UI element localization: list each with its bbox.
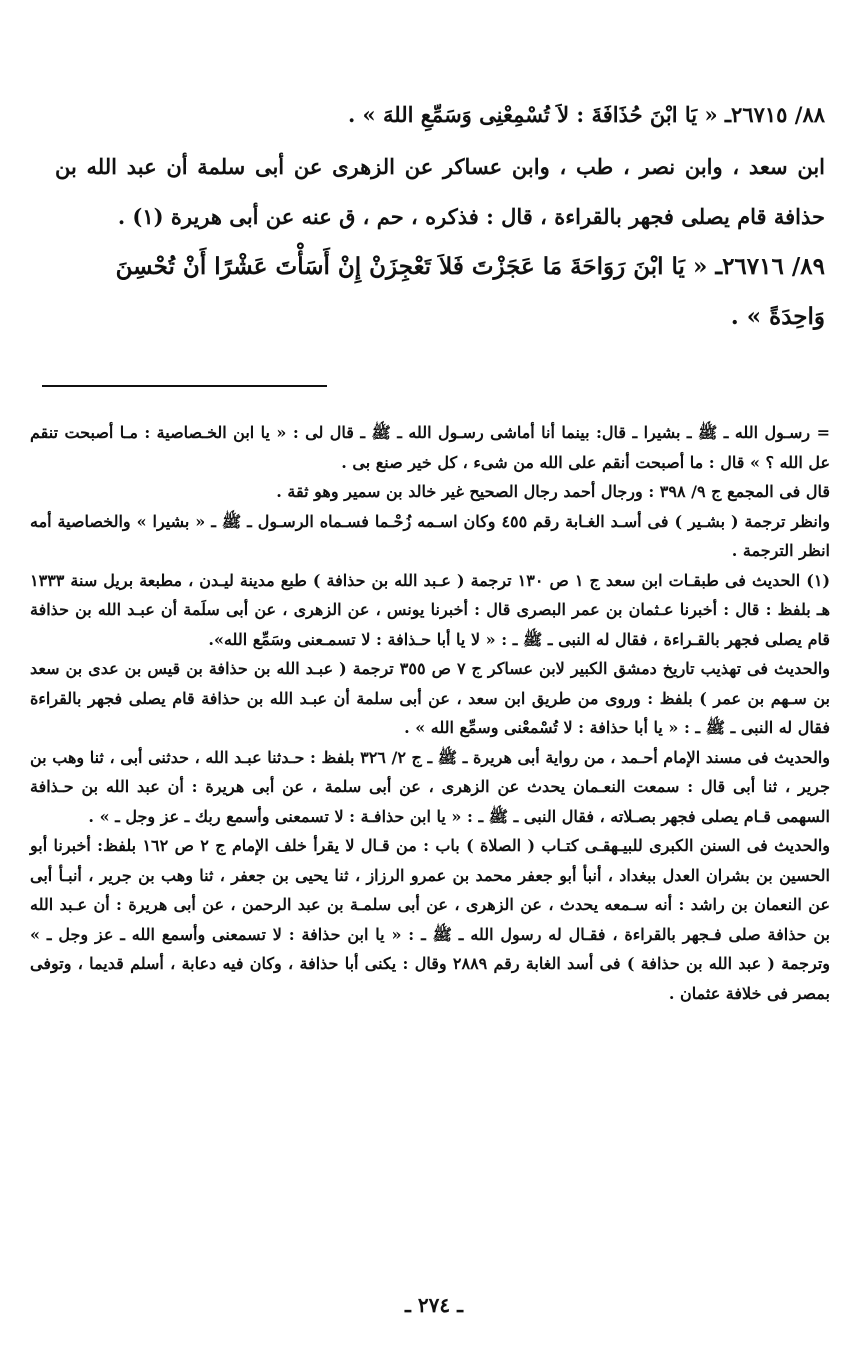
footnote-1-bayhaqi: والحديث فى السنن الكبرى للبيـهقـى كتـاب ( الصلاة ) باب : من قـال لا يقرأ خلف الإمام ج ٢ ص ١٦٢ بلفظ: أخبرنا أبو الحسين بن بشران العدل ببغداد ، أنبأ أبو جعفر محمد بن عمرو الرزاز ، ثنا يحيى بن جعفر ، ثنا وهب بن جرير ، أنبـأ أبى عن النعمان بن راشد : أنه سـمعه يحدث ، عن الزهرى ، عن أبى سلمـة بن عبد الرحمن ، عن أبى هريرة : أن عـبد الله بن حذافة صلى فـجهر بالقراءة ، فقـال له رسول الله ـ ﷺ ـ : « يا ابن حذافة : لا تسمعنى وأسمع الله ـ عز وجل ـ » وترجمة ( عبد الله بن حذافة ) فى أسد الغابة رقم ٢٨٨٩ وقال : يكنى أبا حذافة ، وكان فيه دعابة ، أسلم قديما ، وتوفى بمصر فى خلافة عثمان .	[30, 836, 831, 1003]
footnotes-block	[30, 418, 830, 1008]
footnote-continuation-2: قال فى المجمع ج ٩/ ٣٩٨ : ورجال أحمد رجال الصحيح غير خالد بن سمير وهو ثقة .	[276, 482, 830, 501]
hadith-88-sources: ابن سعد ، وابن نصر ، طب ، وابن عساكر عن الزهرى عن أبى سلمة أن عبد الله بن حذافة قام يصلى فجهر بالقراءة ، قال : فذكره ، حم ، ق عنه عن أبى هريرة (١) .	[55, 154, 825, 229]
main-text-block	[55, 88, 825, 342]
hadith-89-line-1: ٨٩/ ٢٦٧١٦ـ « يَا ابْنَ رَوَاحَةَ مَا عَجَزْتَ فَلاَ تَعْجِزَنْ إِنْ أَسَأْتَ عَشْرًا أَنْ تُحْسِنَ	[115, 253, 825, 280]
hadith-88: ٨٨/ ٢٦٧١٥ـ « يَا ابْنَ حُذَافَةَ : لاَ تُسْمِعْنِى وَسَمِّعِ اللهَ » .	[347, 102, 825, 127]
footnote-continuation-1: = رسـول الله ـ ﷺ ـ بشيرا ـ قال: بينما أنا أماشى رسـول الله ـ ﷺ ـ قال لى : « يا ابن الخـصاصية : مـا أصبحت تنقم عل الله ؟ » قال : ما أصبحت أنقم على الله من شىء ، كل خير صنع بى .	[30, 423, 830, 472]
footnote-continuation-3: وانظر ترجمة ( بشـير ) فى أسـد الغـابة رقم ٤٥٥ وكان اسـمه زُحْـما فسـماه الرسـول ـ ﷺ ـ « بشيرا » والخصاصية أمه انظر الترجمة .	[30, 511, 831, 560]
footnote-separator-rule	[42, 385, 327, 387]
page-number: ـ ٢٧٤ ـ	[405, 1293, 463, 1317]
footnote-1-ibn-saad: (١) الحديث فى طبقـات ابن سعد ج ١ ص ١٣٠ ترجمة ( عـبد الله بن حذافة ) طبع مدينة ليـدن ، مطبعة بريل سنة ١٣٣٣ هـ بلفظ : قال : أخبرنا عـثمان بن عمر البصرى قال : أخبرنا يونس ، عن الزهرى ، عن أبى سلَمة أن عبـد الله بن حذافة قام يصلى فجهر بالقـراءة ، فقال له النبى ـ ﷺ ـ : « لا يا أبا حـذافة : لا تسمـعنى وسَمِّع الله».	[30, 570, 831, 649]
hadith-89-line-2: وَاحِدَةً » .	[730, 303, 825, 330]
footnote-1-ibn-asakir: والحديث فى تهذيب تاريخ دمشق الكبير لابن عساكر ج ٧ ص ٣٥٥ ترجمة ( عبـد الله بن حذافة بن قيس بن عدى بن سعد بن سـهم بن عمر ) بلفظ : وروى من طريق ابن سعد ، عن أبى سلمة أن عبـد الله بن حذافة قام يصلى فجهر بالقراءة فقال له النبى ـ ﷺ ـ : « يا أبا حذافة : لا تُسْمعْنى وسمِّع الله » .	[30, 659, 830, 737]
footnote-1-musnad-ahmad: والحديث فى مسند الإمام أحـمد ، من رواية أبى هريرة ـ ﷺ ـ ج ٢/ ٣٢٦ بلفظ : حـدثنا عبـد الله ، حدثنى أبى ، ثنا وهب بن جرير ، ثنا أبى قال : سمعت النعـمان يحدث عن الزهرى ، عن أبى سلمة ، عن أبى هريرة : أن عبد الله بن حـذافة السهمى قـام يصلى فجهر بصـلاته ، فقال النبى ـ ﷺ ـ : « يا ابن حذافـة : لا تسمعنى وأسمع ربك ـ عز وجل ـ » .	[30, 747, 831, 826]
